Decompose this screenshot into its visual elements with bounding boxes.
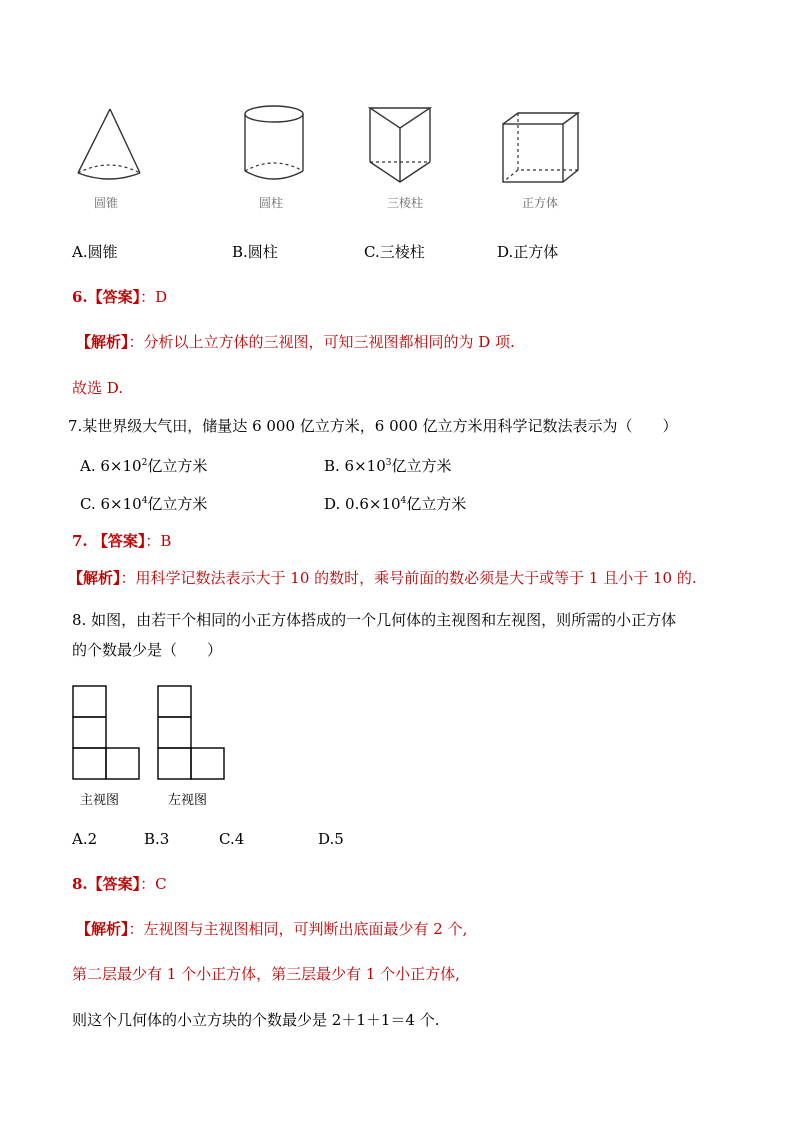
q8-analysis-label: 【解析】 [76,920,129,938]
q7-option-c-exp: 4 [141,496,148,506]
q7-option-b-exp: 3 [385,458,392,468]
shape-caption-cylinder: 圆柱 [259,196,284,210]
q6-option-a: A.圆锥 [72,243,118,261]
q6-analysis-label: 【解析】 [76,333,129,351]
q7-answer [72,531,171,551]
q7-option-b-suffix: 亿立方米 [391,457,452,475]
q7-option-a-exp: 2 [141,458,148,468]
q7-analysis [68,568,697,588]
q7-option-a [80,456,207,476]
left-view-icon [157,685,227,781]
q7-question: 7.某世界级大气田，储量达 6 000 亿立方米，6 000 亿立方米用科学记数法表示为（ ） [68,417,678,435]
q8-option-d: D.5 [318,830,344,848]
q8-option-c: C.4 [219,830,245,848]
q7-option-d-suffix: 亿立方米 [406,495,467,513]
q6-analysis [76,332,515,352]
q6-answer [72,287,167,307]
q7-option-b-prefix: B. 6×10 [324,457,386,475]
q7-option-d [324,494,466,514]
front-view-icon [72,685,142,781]
q7-option-c-suffix: 亿立方米 [147,495,208,513]
q7-option-a-prefix: A. 6×10 [80,457,142,475]
q8-analysis-line1 [76,919,467,939]
cone-icon [70,105,150,185]
cube-icon [500,110,582,186]
q7-analysis-text: ：用科学记数法表示大于 10 的数时，乘号前面的数必须是大于或等于 1 且小于 10 的. [120,569,697,587]
q8-answer [72,874,167,894]
q8-analysis-line2: 第二层最少有 1 个小正方体，第三层最少有 1 个小正方体, [72,965,460,983]
q8-option-a: A.2 [72,830,98,848]
q7-answer-label: 7. 【答案】 [72,532,146,550]
q7-option-c [80,494,207,514]
q6-conclusion: 故选 D. [72,379,124,397]
q7-answer-value: ：B [145,532,172,550]
shape-caption-cone: 圆锥 [94,196,119,210]
q7-option-a-suffix: 亿立方米 [147,457,208,475]
shape-caption-prism: 三棱柱 [387,196,424,210]
q8-analysis-line3: 则这个几何体的小立方块的个数最少是 2＋1＋1＝4 个. [72,1011,440,1029]
q6-answer-label: 6.【答案】 [72,288,141,306]
q8-analysis-text-1: ：左视图与主视图相同，可判断出底面最少有 2 个, [128,920,468,938]
view-caption-left: 左视图 [168,793,208,808]
q8-answer-value: ：C [140,875,167,893]
q7-option-d-exp: 4 [400,496,407,506]
q7-option-d-prefix: D. 0.6×10 [324,495,401,513]
q7-option-c-prefix: C. 6×10 [80,495,142,513]
q8-answer-label: 8.【答案】 [72,875,141,893]
q8-question-line1: 8. 如图，由若干个相同的小正方体搭成的一个几何体的主视图和左视图，则所需的小正方体 [72,611,677,629]
q6-option-d: D.正方体 [497,243,559,261]
shape-caption-cube: 正方体 [522,196,559,210]
q6-option-b: B.圆柱 [232,243,278,261]
triangular-prism-icon [365,104,437,184]
q7-analysis-label: 【解析】 [68,569,121,587]
q6-analysis-text: ：分析以上立方体的三视图，可知三视图都相同的为 D 项. [128,333,515,351]
q6-option-c: C.三棱柱 [364,243,425,261]
q8-question-line2: 的个数最少是（ ） [72,641,223,659]
q6-answer-value: ：D [140,288,168,306]
q8-option-b: B.3 [144,830,170,848]
q7-option-b [324,456,452,476]
view-caption-front: 主视图 [80,793,120,808]
cylinder-icon [240,103,310,185]
